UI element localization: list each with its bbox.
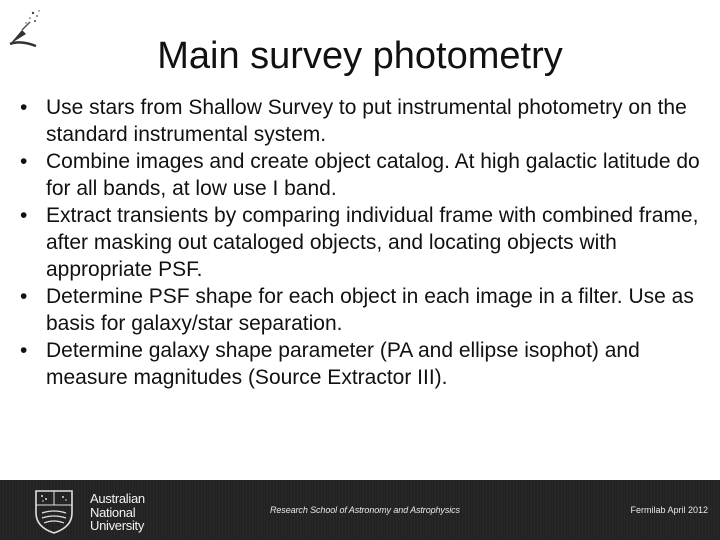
bullet-text: Extract transients by comparing individual frame with combined frame, after masking out cataloged objects, and locating objects with appropriate PSF. [46, 204, 699, 281]
bullet-marker: • [20, 339, 28, 362]
university-name-line: Australian [90, 491, 145, 506]
footer-bar [0, 480, 720, 540]
bullet-list [20, 94, 700, 391]
footer-event-date: Fermilab April 2012 [630, 505, 708, 515]
bullet-text: Determine PSF shape for each object in each image in a filter. Use as basis for galaxy/star separation. [46, 285, 694, 335]
university-name [90, 492, 170, 533]
bullet-item [20, 202, 700, 283]
bullet-marker: • [20, 150, 28, 173]
bullet-item [20, 148, 700, 202]
bullet-marker: • [20, 96, 28, 119]
bullet-item [20, 94, 700, 148]
bullet-text: Use stars from Shallow Survey to put instrumental photometry on the standard instrumental system. [46, 96, 687, 146]
university-name-line: National [90, 504, 136, 520]
bullet-marker: • [20, 204, 28, 227]
anu-crest-icon [30, 487, 78, 535]
bullet-item [20, 337, 700, 391]
slide-title: Main survey photometry [157, 35, 563, 77]
bullet-marker: • [20, 285, 28, 308]
bullet-item [20, 283, 700, 337]
bullet-text: Determine galaxy shape parameter (PA and ellipse isophot) and measure magnitudes (Source Extractor III). [46, 339, 640, 389]
bullet-text: Combine images and create object catalog. At high galactic latitude do for all bands, at low use I band. [46, 150, 700, 200]
footer-school-text: Research School of Astronomy and Astrophysics [270, 505, 460, 515]
university-name-line: University [90, 518, 145, 533]
